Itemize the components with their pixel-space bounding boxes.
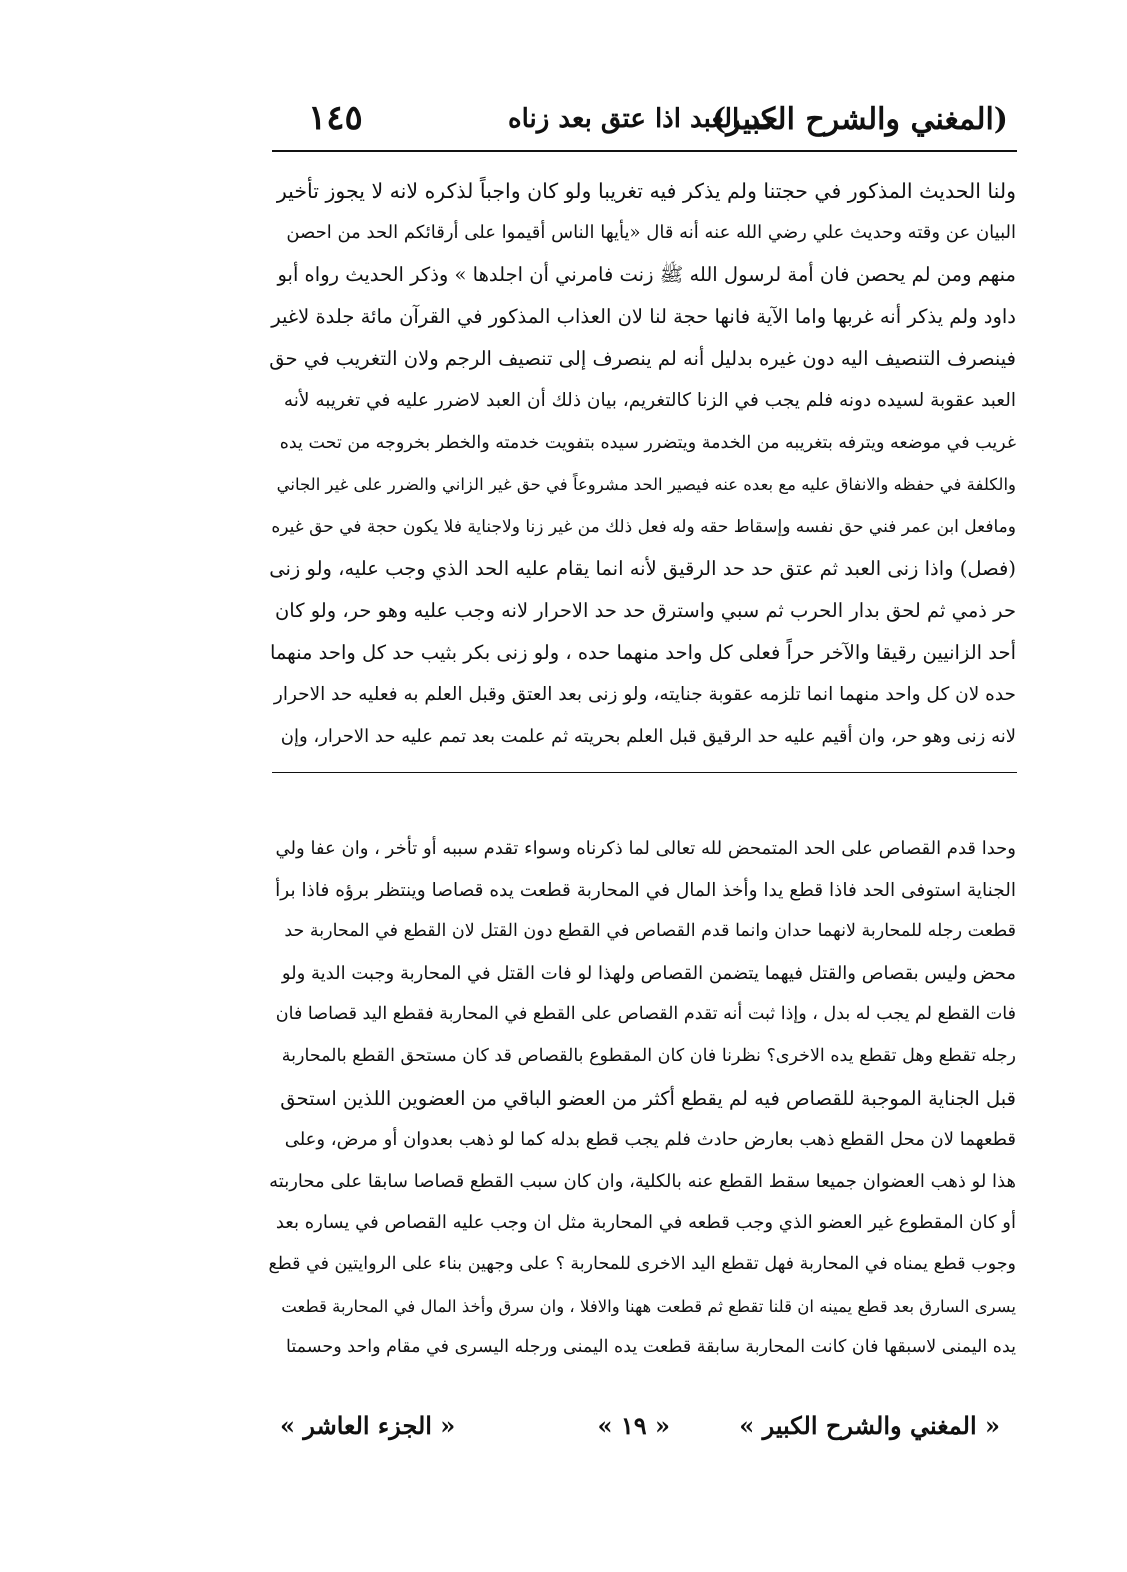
text-line: محض وليس بقصاص والقتل فيهما يتضمن القصاص ولهذا لو فات القتل في المحاربة وجبت الدية ولو xyxy=(281,962,1016,984)
text-line: حده لان كل واحد منهما انما تلزمه عقوبة جنايته، ولو زنى بعد العتق وقبل العلم به فعليه حد الاحرار xyxy=(273,684,1016,705)
chapter-title: حد العبد اذا عتق بعد زناه xyxy=(508,104,778,134)
footer-signature: « ١٩ » xyxy=(597,1411,670,1440)
text-line: أو كان المقطوع غير العضو الذي وجب قطعه في المحاربة مثل ان وجب عليه القصاص في يساره بعد xyxy=(275,1212,1016,1234)
section-divider xyxy=(272,772,1017,773)
text-line: يده اليمنى لاسبقها فان كانت المحاربة سابقة قطعت يده اليمنى ورجله اليسرى في مقام واحد وحسمتا xyxy=(286,1337,1016,1358)
footer-book-title: « المغني والشرح الكبير » xyxy=(739,1411,1000,1440)
text-line: الجناية استوفى الحد فاذا قطع يدا وأخذ المال في المحاربة قطعت يده قصاصا وينتظر برؤه فاذا برأ xyxy=(275,879,1016,901)
text-line: داود ولم يذكر أنه غربها واما الآية فانها حجة لنا لان العذاب المذكور في القرآن مائة جلدة لاغير xyxy=(271,305,1016,328)
footer-volume: « الجزء العاشر » xyxy=(280,1411,456,1440)
text-line: ولنا الحديث المذكور في حجتنا ولم يذكر فيه تغريبا ولو كان واجباً لذكره لانه لا يجوز تأخير xyxy=(276,179,1016,203)
text-line: غريب في موضعه ويترفه بتغريبه من الخدمة ويتضرر سيده بتفويت خدمته والخطر بخروجه من تحت يده xyxy=(279,433,1016,453)
page-footer xyxy=(280,1411,1000,1447)
text-line: أحد الزانيين رقيقا والآخر حراً فعلى كل واحد منهما حده ، ولو زنى بكر بثيب حد كل واحد منهما xyxy=(269,641,1016,664)
text-line: منهم ومن لم يحصن فان أمة لرسول الله ﷺ زنت فامرني أن اجلدها » وذكر الحديث رواه أبو xyxy=(277,263,1016,286)
text-line: حر ذمي ثم لحق بدار الحرب ثم سبي واسترق حد حد الاحرار لانه وجب عليه وهو حر، ولو كان xyxy=(274,599,1016,622)
text-line: قطعهما لان محل القطع ذهب بعارض حادث فلم يجب قطع بدله كما لو ذهب بعدوان أو مرض، وعلى xyxy=(284,1129,1016,1151)
book-title: (المغني والشرح الكبير) xyxy=(712,102,1008,137)
text-line: قبل الجناية الموجبة للقصاص فيه لم يقطع أكثر من العضو الباقي من العضوين اللذين استحق xyxy=(280,1086,1016,1110)
page-header xyxy=(268,96,1008,150)
text-line: فات القطع لم يجب له بدل ، وإذا ثبت أنه تقدم القصاص على القطع في المحاربة فقطع اليد قصاصا فان xyxy=(275,1004,1016,1025)
header-rule xyxy=(272,150,1017,152)
text-line: رجله تقطع وهل تقطع يده الاخرى؟ نظرنا فان كان المقطوع بالقصاص قد كان مستحق القطع بالمحاربة xyxy=(281,1045,1016,1066)
text-line: فينصرف التنصيف اليه دون غيره بدليل أنه لم ينصرف إلى تنصيف الرجم ولان التغريب في حق xyxy=(269,347,1016,370)
text-line: وحدا قدم القصاص على الحد المتمحض لله تعالى لما ذكرناه وسواء تقدم سببه أو تأخر ، وان عفا ولي xyxy=(275,838,1016,859)
text-line: لانه زنى وهو حر، وان أقيم عليه حد الرقيق قبل العلم بحريته ثم علمت بعد تمم عليه حد الاحرار، وإن xyxy=(280,726,1016,747)
section-line: (فصل) واذا زنى العبد ثم عتق حد حد الرقيق لأنه انما يقام عليه الحد الذي وجب عليه، ولو زنى xyxy=(269,557,1016,580)
text-line: العبد عقوبة لسيده دونه فلم يجب في الزنا كالتغريم، بيان ذلك أن العبد لاضرر عليه في تغريبه لأنه xyxy=(283,390,1016,411)
page-number: ١٤٥ xyxy=(308,98,363,138)
text-line: والكلفة في حفظه والانفاق عليه مع بعده عنه فيصير الحد مشروعاً في حق غير الزاني والضرر على غير الجاني xyxy=(276,475,1016,494)
lower-text-block xyxy=(268,828,1016,1369)
text-line: ومافعل ابن عمر فني حق نفسه وإسقاط حقه وله فعل ذلك من غير زنا ولاجناية فلا يكون حجة في حق غيره xyxy=(271,517,1016,537)
upper-text-block xyxy=(268,170,1016,758)
text-line: يسرى السارق بعد قطع يمينه ان قلنا تقطع ثم قطعت ههنا والافلا ، وان سرق وأخذ المال في المحاربة قطعت xyxy=(281,1296,1016,1316)
text-line: قطعت رجله للمحاربة لانهما حدان وانما قدم القصاص في القطع دون القتل لان القطع في المحاربة حد xyxy=(284,921,1016,942)
text-line: وجوب قطع يمناه في المحاربة فهل تقطع اليد الاخرى للمحاربة ؟ على وجهين بناء على الروايتين في قطع xyxy=(268,1253,1016,1274)
text-line: البيان عن وقته وحديث علي رضي الله عنه أنه قال «يأيها الناس أقيموا على أرقائكم الحد من احصن xyxy=(286,222,1016,243)
text-line: هذا لو ذهب العضوان جميعا سقط القطع عنه بالكلية، وان كان سبب القطع قصاصا سابقا على محاربته xyxy=(269,1170,1016,1192)
